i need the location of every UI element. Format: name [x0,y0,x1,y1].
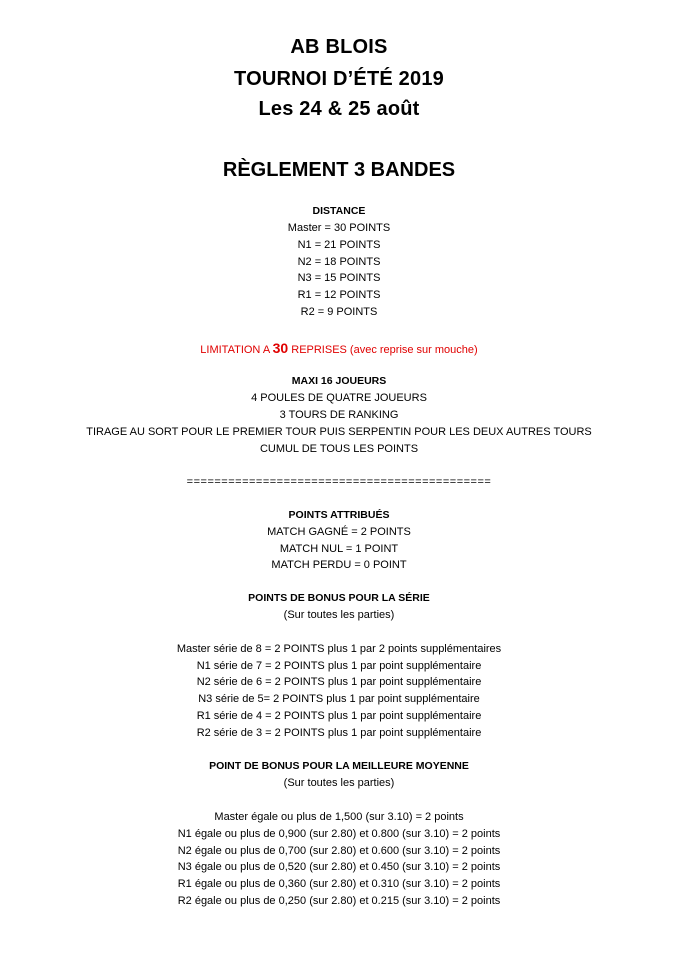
limitation-note [0,340,678,356]
average-bonus-item: R2 égale ou plus de 0,250 (sur 2.80) et 0.215 (sur 3.10) = 2 points [177,895,501,907]
distance-item: N2 = 18 POINTS [297,256,381,268]
serie-bonus-subheading: (Sur toutes les parties) [283,609,395,621]
serie-bonus-item: N2 série de 6 = 2 POINTS plus 1 par point supplémentaire [196,676,482,688]
tournament-name: TOURNOI D’ÉTÉ 2019 [234,68,444,90]
average-bonus-item: N2 égale ou plus de 0,700 (sur 2.80) et 0.600 (sur 3.10) = 2 points [177,845,501,857]
points-heading: POINTS ATTRIBUÉS [288,509,390,521]
points-item: MATCH GAGNÉ = 2 POINTS [267,526,411,538]
distance-item: Master = 30 POINTS [287,222,391,234]
club-name: AB BLOIS [290,36,388,58]
distance-heading: DISTANCE [312,205,366,217]
players-heading: MAXI 16 JOUEURS [291,375,387,387]
distance-item: N1 = 21 POINTS [297,239,381,251]
serie-bonus-item: N1 série de 7 = 2 POINTS plus 1 par point supplémentaire [196,660,482,672]
serie-bonus-item: Master série de 8 = 2 POINTS plus 1 par 2 points supplémentaires [176,643,502,655]
limitation-number: 30 [272,340,289,356]
average-bonus-item: R1 égale ou plus de 0,360 (sur 2.80) et 0.310 (sur 3.10) = 2 points [177,878,501,890]
players-item: TIRAGE AU SORT POUR LE PREMIER TOUR PUIS SERPENTIN POUR LES DEUX AUTRES TOURS [86,426,592,438]
players-item: CUMUL DE TOUS LES POINTS [259,443,419,455]
serie-bonus-item: N3 série de 5= 2 POINTS plus 1 par point supplémentaire [198,693,480,705]
players-item: 3 TOURS DE RANKING [279,409,399,421]
points-item: MATCH NUL = 1 POINT [279,543,399,555]
distance-item: R2 = 9 POINTS [300,306,378,318]
page-title: RÈGLEMENT 3 BANDES [222,159,456,181]
serie-bonus-heading: POINTS DE BONUS POUR LA SÉRIE [248,592,430,604]
average-bonus-item: Master égale ou plus de 1,500 (sur 3.10) = 2 points [214,811,464,823]
average-bonus-item: N1 égale ou plus de 0,900 (sur 2.80) et 0.800 (sur 3.10) = 2 points [177,828,501,840]
serie-bonus-item: R2 série de 3 = 2 POINTS plus 1 par point supplémentaire [196,727,482,739]
players-item: 4 POULES DE QUATRE JOUEURS [251,392,427,404]
limitation-prefix: LIMITATION A [200,344,273,356]
average-bonus-heading: POINT DE BONUS POUR LA MEILLEURE MOYENNE [209,760,469,772]
average-bonus-subheading: (Sur toutes les parties) [283,777,395,789]
distance-item: R1 = 12 POINTS [297,289,381,301]
separator-line: ============================================ [186,476,492,488]
serie-bonus-item: R1 série de 4 = 2 POINTS plus 1 par point supplémentaire [196,710,482,722]
points-item: MATCH PERDU = 0 POINT [271,559,407,571]
average-bonus-item: N3 égale ou plus de 0,520 (sur 2.80) et 0.450 (sur 3.10) = 2 points [177,861,501,873]
tournament-dates: Les 24 & 25 août [258,98,420,120]
distance-item: N3 = 15 POINTS [297,272,381,284]
limitation-suffix: REPRISES (avec reprise sur mouche) [288,344,478,356]
